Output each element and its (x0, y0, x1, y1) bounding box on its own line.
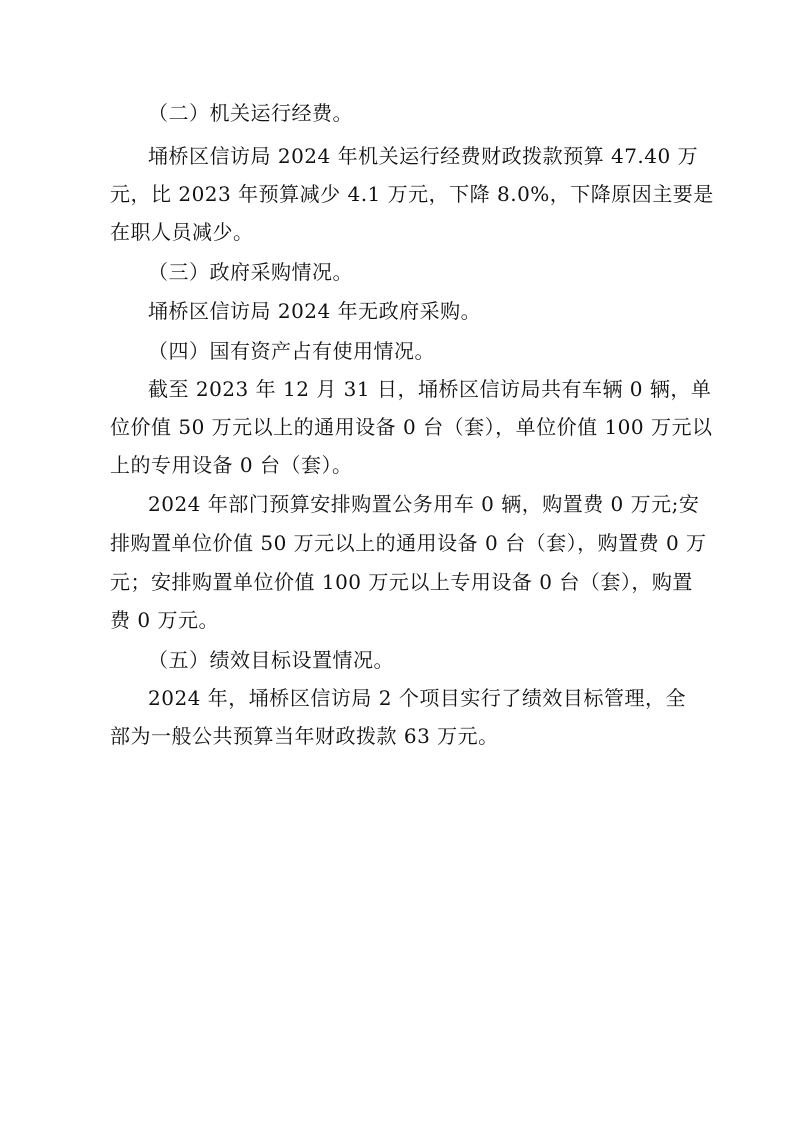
section3-body-line-1: 埇桥区信访局 2024 年无政府采购。 (148, 299, 482, 323)
section4-body-b-line-4: 费 0 万元。 (110, 608, 219, 632)
section2-body-line-1: 埇桥区信访局 2024 年机关运行经费财政拨款预算 47.40 万 (148, 144, 699, 168)
section4-body-b-line-3: 元；安排购置单位价值 100 万元以上专用设备 0 台（套），购置 (110, 570, 693, 594)
section5-body-line-1: 2024 年，埇桥区信访局 2 个项目实行了绩效目标管理，全 (148, 686, 686, 710)
section3-heading: （三）政府采购情况。 (148, 260, 353, 284)
section4-body-a-line-1: 截至 2023 年 12 月 31 日，埇桥区信访局共有车辆 0 辆，单 (148, 377, 712, 401)
section2-heading: （二）机关运行经费。 (148, 101, 353, 125)
section4-body-a-line-3: 上的专用设备 0 台（套）。 (110, 453, 353, 477)
section2-body-line-2: 元，比 2023 年预算减少 4.1 万元，下降 8.0%，下降原因主要是 (110, 182, 714, 206)
section4-body-b-line-2: 排购置单位价值 50 万元以上的通用设备 0 台（套），购置费 0 万 (110, 531, 707, 555)
section2-body-line-3: 在职人员减少。 (110, 220, 254, 244)
section5-heading: （五）绩效目标设置情况。 (148, 648, 394, 672)
section4-body-b-line-1: 2024 年部门预算安排购置公务用车 0 辆，购置费 0 万元;安 (148, 492, 700, 516)
section5-body-line-2: 部为一般公共预算当年财政拨款 63 万元。 (110, 724, 499, 748)
section4-heading: （四）国有资产占有使用情况。 (148, 339, 435, 363)
section4-body-a-line-2: 位价值 50 万元以上的通用设备 0 台（套），单位价值 100 万元以 (110, 415, 713, 439)
